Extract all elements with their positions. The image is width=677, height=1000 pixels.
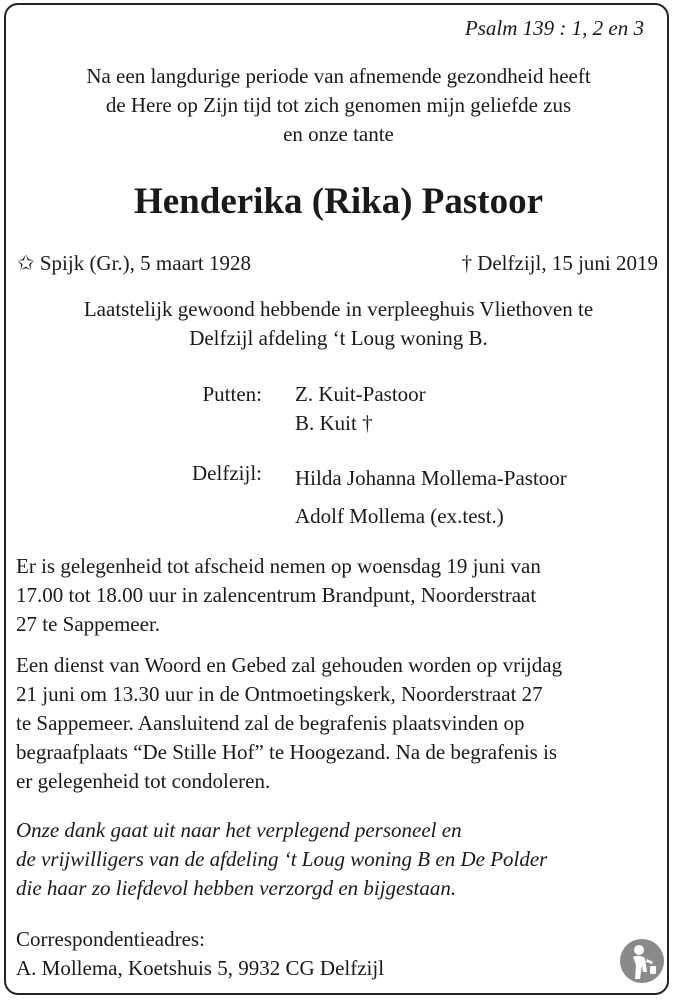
paragraph-line: 27 te Sappemeer. [16,612,161,636]
birth-info: ✩ Spijk (Gr.), 5 maart 1928 [17,251,251,275]
paragraph-line: Er is gelegenheid tot afscheid nemen op woensdag 19 juni van [16,554,541,578]
paragraph-line: begraafplaats “De Stille Hof” te Hoogezand. Na de begrafenis is [16,740,558,764]
relative-name: Hilda Johanna Mollema-Pastoor [295,466,567,490]
relative-names [295,459,567,535]
psalm-reference: Psalm 139 : 1, 2 en 3 [464,16,644,40]
paragraph-line: 17.00 tot 18.00 uur in zalencentrum Brandpunt, Noorderstraat [16,583,537,607]
relative-place: Delfzijl: [192,461,262,485]
intro-line: en onze tante [283,122,394,146]
intro-line: de Here op Zijn tijd tot zich genomen mijn geliefde zus [105,93,572,117]
relative-names [295,380,426,438]
relative-name: Z. Kuit-Pastoor [295,382,426,406]
residence-line: Delfzijl afdeling ‘t Loug woning B. [189,326,488,350]
paragraph-line: die haar zo liefdevol hebben verzorgd en bijgestaan. [16,876,457,900]
deceased-name: Henderika (Rika) Pastoor [133,181,544,222]
intro-text [0,62,677,149]
correspondence-address [16,925,384,983]
residence-text [0,295,677,353]
thanks-paragraph [16,816,547,903]
relative-name: B. Kuit † [295,411,373,435]
memorial-logo-icon [619,938,665,984]
paragraph-line: 21 juni om 13.30 uur in de Ontmoetingskerk, Noorderstraat 27 [16,682,543,706]
paragraph-line: A. Mollema, Koetshuis 5, 9932 CG Delfzijl [16,956,385,980]
intro-line: Na een langdurige periode van afnemende gezondheid heeft [86,64,591,88]
paragraph-line: Een dienst van Woord en Gebed zal gehouden worden op vrijdag [16,653,563,677]
paragraph-line: Correspondentieadres: [16,927,205,951]
paragraph-line: er gelegenheid tot condoleren. [16,769,271,793]
relative-place: Putten: [202,382,262,406]
paragraph-line: te Sappemeer. Aansluitend zal de begrafenis plaatsvinden op [16,711,525,735]
farewell-paragraph [16,552,541,639]
paragraph-line: de vrijwilligers van de afdeling ‘t Loug woning B en De Polder [16,847,548,871]
paragraph-line: Onze dank gaat uit naar het verplegend personeel en [16,818,462,842]
service-paragraph [16,651,562,796]
relative-name: Adolf Mollema (ex.test.) [295,504,504,528]
residence-line: Laatstelijk gewoond hebbende in verpleeghuis Vliethoven te [83,297,594,321]
death-info: † Delfzijl, 15 juni 2019 [461,251,658,275]
